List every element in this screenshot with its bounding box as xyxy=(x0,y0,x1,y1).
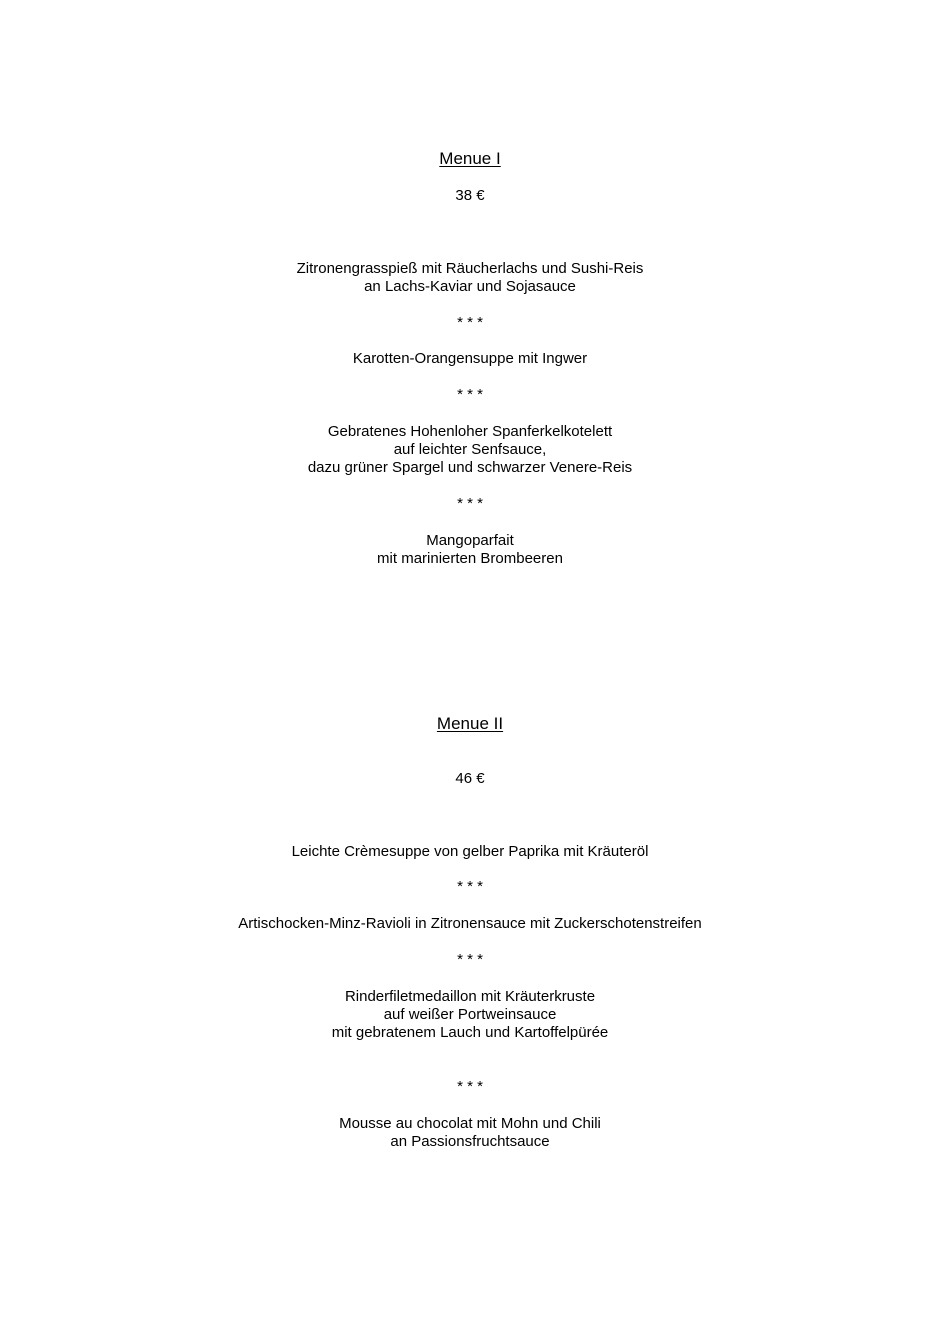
menu-2-separator-1: * * * xyxy=(457,878,483,895)
dish-line: mit gebratenem Lauch und Kartoffelpürée xyxy=(331,1024,609,1041)
dish-line: auf weißer Portweinsauce xyxy=(383,1006,557,1023)
menu-1-course-3 xyxy=(0,423,940,477)
dish-line: Karotten-Orangensuppe mit Ingwer xyxy=(352,350,588,367)
menu-1-separator-1: * * * xyxy=(457,314,483,331)
menu-1-separator-2: * * * xyxy=(457,386,483,403)
dish-line: auf leichter Senfsauce, xyxy=(393,441,547,458)
dish-line: dazu grüner Spargel und schwarzer Venere-Reis xyxy=(307,459,633,476)
dish-line: an Lachs-Kaviar und Sojasauce xyxy=(364,278,576,295)
menu-1-title: Menue I xyxy=(439,149,501,168)
menu-2-course-4 xyxy=(0,1115,940,1151)
dish-line: Rinderfiletmedaillon mit Kräuterkruste xyxy=(344,988,596,1005)
dish-line: Mangoparfait xyxy=(426,532,514,549)
dish-line: Gebratenes Hohenloher Spanferkelkotelett xyxy=(327,423,613,440)
menu-1-course-1 xyxy=(0,260,940,296)
menu-2-separator-2: * * * xyxy=(457,951,483,968)
menu-1-course-2 xyxy=(0,350,940,368)
dish-line: Leichte Crèmesuppe von gelber Paprika mit Kräuteröl xyxy=(291,843,649,860)
dish-line: an Passionsfruchtsauce xyxy=(390,1133,550,1150)
menu-2-course-3 xyxy=(0,988,940,1042)
dish-line: Zitronengrasspieß mit Räucherlachs und Sushi-Reis xyxy=(296,260,644,277)
menu-2-course-2 xyxy=(0,915,940,933)
menu-2-separator-3: * * * xyxy=(457,1078,483,1095)
menu-2-title: Menue II xyxy=(436,714,504,733)
menu-1-separator-3: * * * xyxy=(457,495,483,512)
menu-2-course-1 xyxy=(0,843,940,861)
menu-2-price: 46 € xyxy=(455,770,485,787)
dish-line: Mousse au chocolat mit Mohn und Chili xyxy=(339,1115,601,1132)
menu-1-price: 38 € xyxy=(455,187,485,204)
menu-1-course-4 xyxy=(0,532,940,568)
dish-line: Artischocken-Minz-Ravioli in Zitronensauce mit Zuckerschotenstreifen xyxy=(238,915,702,932)
dish-line: mit marinierten Brombeeren xyxy=(377,550,563,567)
